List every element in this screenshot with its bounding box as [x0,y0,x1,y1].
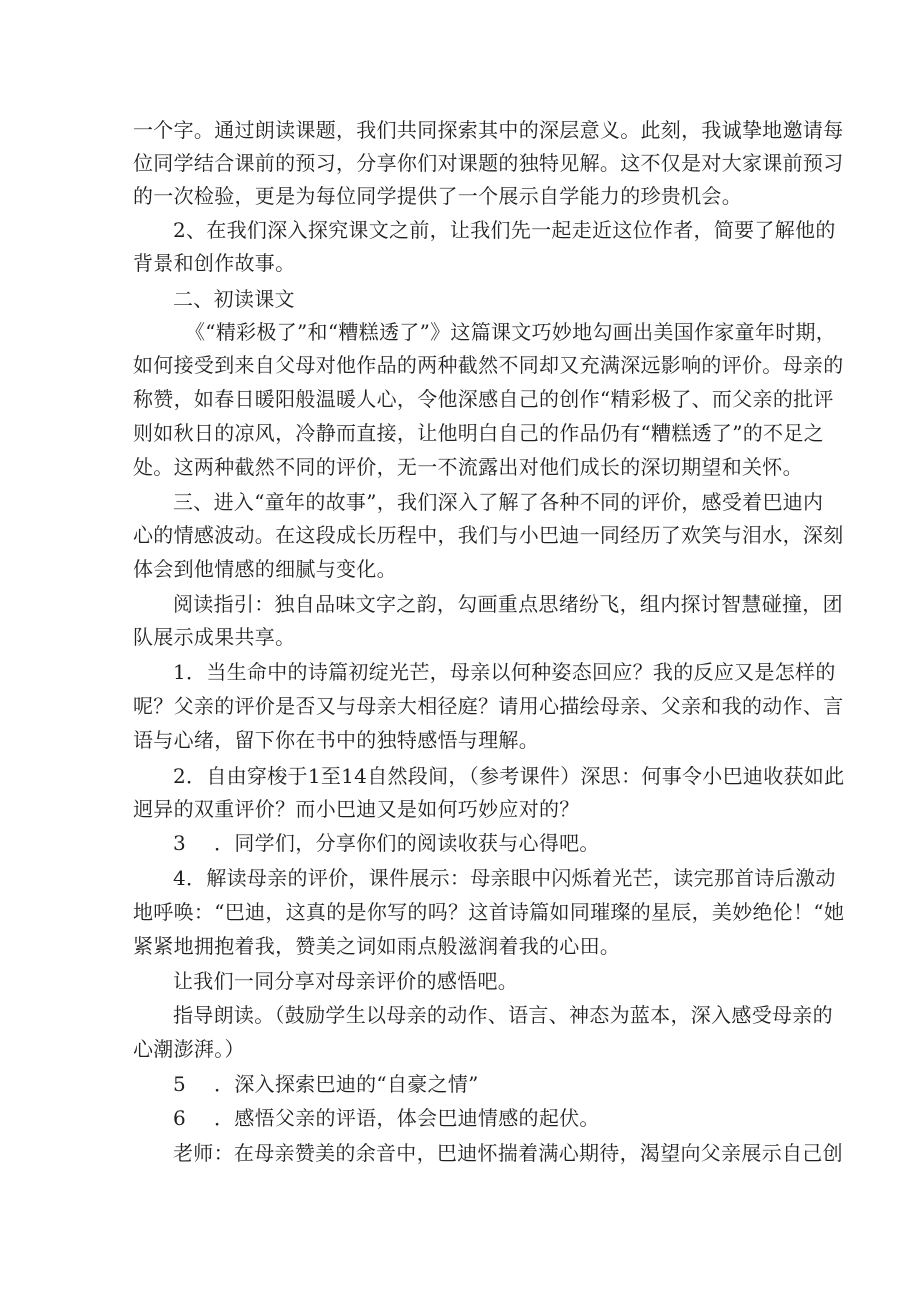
section2-para-line-4: 则如秋日的凉风，冷静而直接，让他明白自己的作品仍有“糟糕透了”的不足之 [133,421,824,445]
question-1-line-2: 呢？父亲的评价是否又与母亲大相径庭？请用心描绘母亲、父亲和我的动作、言 [133,694,844,718]
reading-guide-line-2: 队展示成果共享。 [133,625,296,649]
section2-para-line-3: 称赞，如春日暖阳般温暖人心，令他深感自己的创作“精彩极了、而父亲的批评 [133,387,834,411]
guided-reading-line-2: 心潮澎湃。） [133,1037,245,1061]
section3-para-line-1: 三、进入“童年的故事”，我们深入了解了各种不同的评价，感受着巴迪内 [173,490,824,514]
item2-line-2: 背景和创作故事。 [133,251,296,275]
question-1-line-1: 1．当生命中的诗篇初绽光芒，母亲以何种姿态回应？我的反应又是怎样的 [173,660,836,684]
section2-para-line-1: 《“精彩极了”和“糟糕透了”》这篇课文巧妙地勾画出美国作家童年时期， [185,320,837,344]
teacher-line: 老师：在母亲赞美的余音中，巴迪怀揣着满心期待，渴望向父亲展示自己创 [173,1141,843,1165]
section2-para-line-5: 处。这两种截然不同的评价，无一不流露出对他们成长的深切期望和关怀。 [133,455,803,479]
item2-line-1: 2、在我们深入探究课文之前，让我们先一起走近这位作者，简要了解他的 [173,218,836,242]
question-5-number: 5 [173,1072,187,1096]
intro-line-1: 一个字。通过朗读课题，我们共同探索其中的深层意义。此刻，我诚挚地邀请每 [133,118,844,142]
question-3-text: ．同学们，分享你们的阅读收获与心得吧。 [214,831,600,855]
question-4-line-3: 紧紧地拥抱着我，赞美之词如雨点般滋润着我的心田。 [133,934,621,958]
question-5-text: ．深入探索巴迪的“自豪之情” [214,1072,479,1096]
question-2-line-2: 迥异的双重评价？而小巴迪又是如何巧妙应对的？ [133,797,580,821]
intro-line-3: 的一次检验，更是为每位同学提供了一个展示自学能力的珍贵机会。 [133,184,742,208]
section3-para-line-3: 体会到他情感的细腻与变化。 [133,557,397,581]
question-6-text: ．感悟父亲的评语，体会巴迪情感的起伏。 [214,1106,600,1130]
question-6-number: 6 [173,1106,187,1130]
question-4-line-2: 地呼唤：“巴迪，这真的是你写的吗？这首诗篇如同璀璨的星辰，美妙绝伦！“她 [133,900,845,924]
question-4-line-1: 4．解读母亲的评价，课件展示：母亲眼中闪烁着光芒，读完那首诗后激动 [173,866,836,890]
question-3 [173,831,600,855]
section3-para-line-2: 心的情感波动。在这段成长历程中，我们与小巴迪一同经历了欢笑与泪水，深刻 [133,523,844,547]
section2-heading: 二、初读课文 [173,287,295,311]
section2-para-line-2: 如何接受到来自父母对他作品的两种截然不同却又充满深远影响的评价。母亲的 [133,353,844,377]
question-1-line-3: 语与心绪，留下你在书中的独特感悟与理解。 [133,728,539,752]
question-6 [173,1106,600,1130]
question-2-line-1: 2．自由穿梭于1至14自然段间，（参考课件）深思：何事令小巴迪收获如此 [173,764,845,788]
intro-line-2: 位同学结合课前的预习，分享你们对课题的独特见解。这不仅是对大家课前预习 [133,151,844,175]
reading-guide-line-1: 阅读指引：独自品味文字之韵，勾画重点思绪纷飞，组内探讨智慧碰撞，团 [173,592,843,616]
guided-reading-line-1: 指导朗读。（鼓励学生以母亲的动作、语言、神态为蓝本，深入感受母亲的 [173,1003,833,1027]
question-5 [173,1072,479,1096]
question-3-number: 3 [173,831,187,855]
share-line: 让我们一同分享对母亲评价的感悟吧。 [173,969,519,993]
